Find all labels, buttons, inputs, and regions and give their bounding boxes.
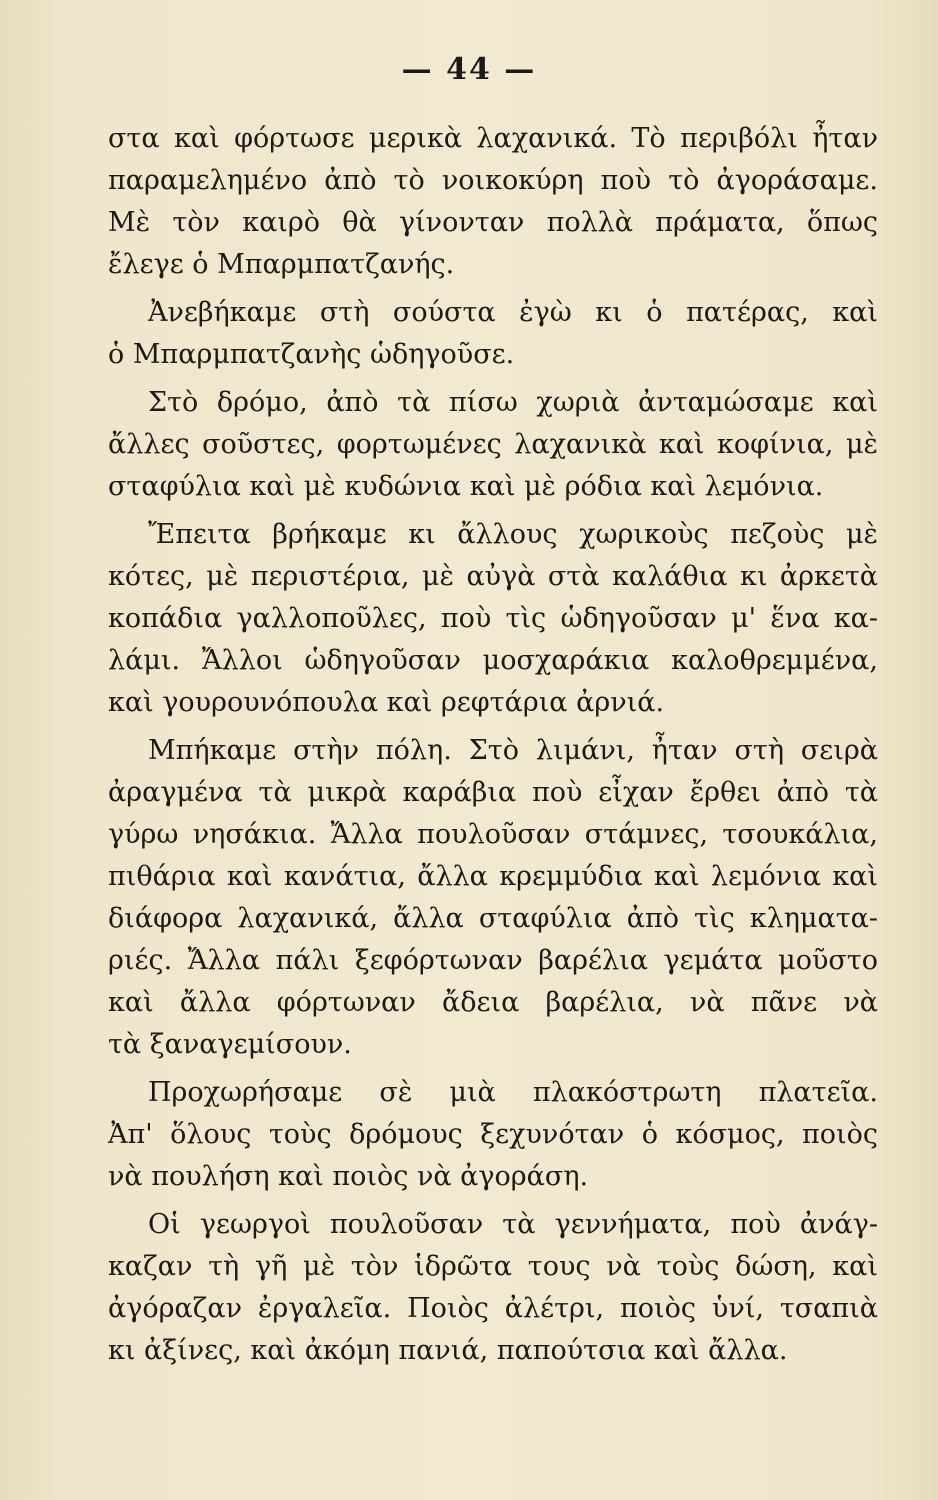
text-line: Ἔπειτα βρήκαμε κι ἄλλους χωρικοὺς πεζοὺς μὲ <box>148 519 878 550</box>
text-line: ἀραγμένα τὰ μικρὰ καράβια ποὺ εἶχαν ἔρθει ἀπὸ τὰ <box>108 777 878 808</box>
text-line: Μὲ τὸν καιρὸ θὰ γίνονταν πολλὰ πράματα, ὅπως <box>108 207 878 238</box>
text-line: καὶ ἄλλα φόρτωναν ἄδεια βαρέλια, νὰ πᾶνε νὰ <box>108 987 878 1018</box>
body-text <box>108 118 878 1372</box>
text-line: νὰ πουλήση καὶ ποιὸς νὰ ἀγοράση. <box>108 1161 589 1192</box>
text-line: πιθάρια καὶ κανάτια, ἄλλα κρεμμύδια καὶ λεμόνια καὶ <box>108 861 878 892</box>
text-line: Μπήκαμε στὴν πόλη. Στὸ λιμάνι, ἦταν στὴ σειρὰ <box>148 735 878 766</box>
text-line: γύρω νησάκια. Ἄλλα πουλοῦσαν στάμνες, τσουκάλια, <box>108 819 878 850</box>
text-line: σταφύλια καὶ μὲ κυδώνια καὶ μὲ ρόδια καὶ λεμόνια. <box>108 471 824 502</box>
page-number: — 44 — <box>401 52 537 87</box>
text-line: κοπάδια γαλλοποῦλες, ποὺ τὶς ὡδηγοῦσαν μ' ἕνα κα- <box>108 603 878 634</box>
text-line: καζαν τὴ γῆ μὲ τὸν ἱδρῶτα τους νὰ τοὺς δώση, καὶ <box>108 1251 878 1282</box>
text-line: Ἀνεβήκαμε στὴ σούστα ἐγὼ κι ὁ πατέρας, καὶ <box>148 297 878 328</box>
text-line: Προχωρήσαμε σὲ μιὰ πλακόστρωτη πλατεῖα. <box>148 1077 878 1108</box>
paragraph <box>108 1204 878 1372</box>
text-line: ἄλλες σοῦστες, φορτωμένες λαχανικὰ καὶ κοφίνια, μὲ <box>108 429 878 460</box>
text-line: ἔλεγε ὁ Μπαρμπατζανής. <box>108 249 455 280</box>
text-line: ἀγόραζαν ἐργαλεῖα. Ποιὸς ἀλέτρι, ποιὸς ὑνί, τσαπιὰ <box>108 1293 878 1324</box>
text-line: κότες, μὲ περιστέρια, μὲ αὐγὰ στὰ καλάθια κι ἀρκετὰ <box>108 561 878 592</box>
text-line: Οἱ γεωργοὶ πουλοῦσαν τὰ γεννήματα, ποὺ ἀνάγ- <box>148 1209 878 1240</box>
text-line: Στὸ δρόμο, ἀπὸ τὰ πίσω χωριὰ ἀνταμώσαμε καὶ <box>148 387 878 418</box>
paragraph <box>108 382 878 508</box>
text-line: διάφορα λαχανικά, ἄλλα σταφύλια ἀπὸ τὶς κληματα- <box>108 903 878 934</box>
paragraph <box>108 292 878 376</box>
text-line: Ἀπ' ὅλους τοὺς δρόμους ξεχυνόταν ὁ κόσμος, ποιὸς <box>108 1119 878 1150</box>
paragraph <box>108 118 878 286</box>
text-line: παραμελημένο ἀπὸ τὸ νοικοκύρη ποὺ τὸ ἀγοράσαμε. <box>108 165 878 196</box>
text-line: στα καὶ φόρτωσε μερικὰ λαχανικά. Τὸ περιβόλι ἦταν <box>108 123 878 154</box>
text-line: ὁ Μπαρμπατζανὴς ὡδηγοῦσε. <box>108 339 515 370</box>
text-line: λάμι. Ἄλλοι ὡδηγοῦσαν μοσχαράκια καλοθρεμμένα, <box>108 645 878 676</box>
paragraph <box>108 1072 878 1198</box>
text-line: κι ἀξίνες, καὶ ἀκόμη πανιά, παπούτσια καὶ ἄλλα. <box>108 1335 788 1366</box>
text-line: τὰ ξαναγεμίσουν. <box>108 1029 352 1060</box>
paragraph <box>108 730 878 1066</box>
text-line: καὶ γουρουνόπουλα καὶ ρεφτάρια ἀρνιά. <box>108 687 665 718</box>
paragraph <box>108 514 878 724</box>
text-line: ριές. Ἄλλα πάλι ξεφόρτωναν βαρέλια γεμάτα μοῦστο <box>108 945 878 976</box>
